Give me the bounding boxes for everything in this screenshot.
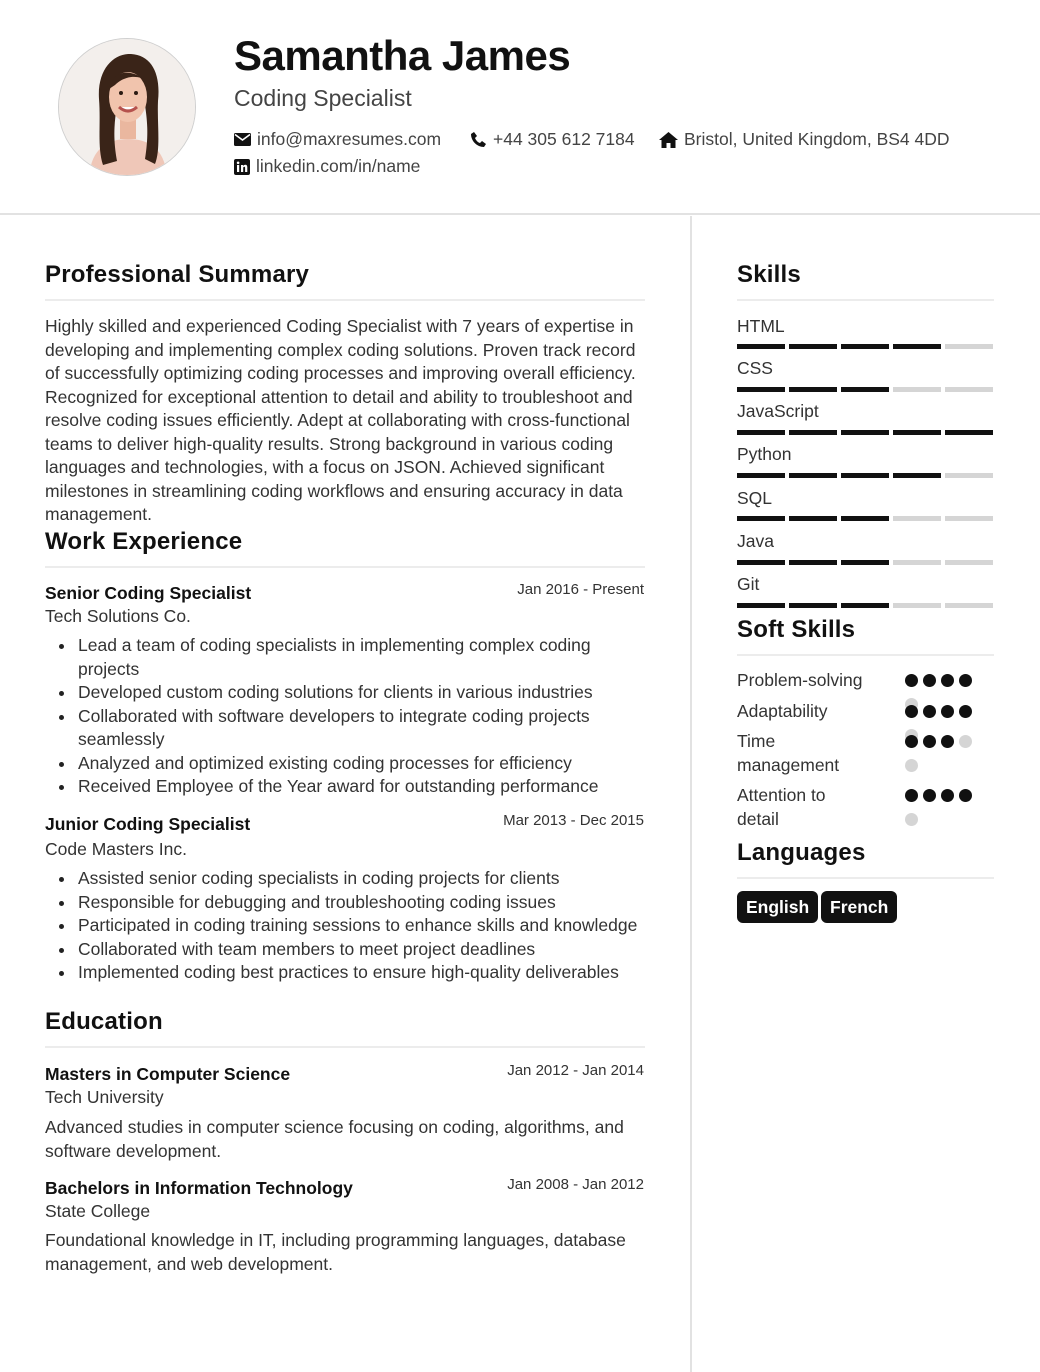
skill-name: HTML (737, 316, 785, 336)
experience-heading: Work Experience (45, 528, 243, 555)
level-dot-filled (959, 674, 972, 687)
list-item: Received Employee of the Year award for outstanding performance (45, 775, 645, 799)
soft-skills-rule (737, 654, 994, 656)
email-text: info@maxresumes.com (257, 129, 442, 149)
column-divider (690, 216, 692, 1372)
soft-skill-name: Attention to detail (737, 785, 826, 829)
skill-level-filled (841, 473, 889, 478)
linkedin-icon (234, 159, 250, 175)
contact-email[interactable] (234, 129, 441, 150)
skill-level-bar (737, 344, 994, 349)
candidate-name: Samantha James (234, 32, 571, 79)
soft-skill-name: Problem-solving (737, 670, 863, 690)
contact-phone[interactable] (470, 129, 635, 150)
level-dot-empty (905, 813, 918, 826)
skill-level-empty (893, 387, 941, 392)
skill-level-filled (737, 560, 785, 565)
level-dot-filled (905, 789, 918, 802)
contact-linkedin[interactable] (234, 156, 420, 177)
skill-level-bar (737, 387, 994, 392)
skill-name: Git (737, 574, 760, 594)
list-item: Collaborated with software developers to integrate coding projects seamlessly (45, 705, 645, 752)
skill-row (737, 531, 994, 565)
list-item: Responsible for debugging and troubleshooting coding issues (45, 891, 655, 915)
soft-skill-dots (905, 674, 985, 688)
job-2-company: Code Masters Inc. (45, 839, 187, 859)
degree-2-description: Foundational knowledge in IT, including programming languages, database management, and web development. (45, 1230, 626, 1274)
degree-2-school: State College (45, 1201, 151, 1221)
skill-level-empty (945, 473, 993, 478)
skill-level-filled (737, 516, 785, 521)
skill-name: CSS (737, 358, 773, 378)
skills-rule (737, 299, 994, 301)
soft-skills-heading: Soft Skills (737, 616, 856, 643)
skill-level-empty (945, 344, 993, 349)
level-dot-filled (959, 705, 972, 718)
summary-heading: Professional Summary (45, 261, 310, 288)
level-dot-filled (941, 705, 954, 718)
profile-photo-illustration (59, 39, 196, 176)
degree-1-dates: Jan 2012 - Jan 2014 (507, 1062, 644, 1079)
skill-level-filled (789, 473, 837, 478)
skill-level-bar (737, 603, 994, 608)
degree-2: Bachelors in Information Technology (45, 1178, 353, 1198)
language-badge: English (737, 891, 818, 923)
skill-name: JavaScript (737, 401, 819, 421)
skill-level-filled (945, 430, 993, 435)
list-item: Implemented coding best practices to ensure high-quality deliverables (45, 961, 655, 985)
job-2-dates: Mar 2013 - Dec 2015 (503, 812, 644, 829)
level-dot-filled (941, 789, 954, 802)
envelope-icon (234, 133, 251, 146)
summary-text: Highly skilled and experienced Coding Specialist with 7 years of expertise in developing and implementing complex coding solutions. Proven track record of successfully optimizing coding processes and improving overall efficiency. Recognized for exceptional attention to detail and ability to troubleshoot and resolve coding issues efficiently. Adept at collaborating with cross-functional teams to deliver high-quality results. Strong background in various coding languages and technologies, with a focus on JSON. Achieved significant milestones in streamlining coding workflows and ensuring accuracy in data management. (45, 316, 636, 524)
skill-level-filled (893, 473, 941, 478)
skill-level-bar (737, 560, 994, 565)
degree-1: Masters in Computer Science (45, 1064, 291, 1084)
level-dot-empty (905, 759, 918, 772)
profile-photo (58, 38, 196, 176)
skill-level-filled (789, 430, 837, 435)
skill-level-empty (945, 516, 993, 521)
skill-level-empty (893, 603, 941, 608)
skill-level-filled (893, 344, 941, 349)
skill-level-filled (841, 387, 889, 392)
skill-level-filled (893, 430, 941, 435)
language-badge: French (821, 891, 897, 923)
summary-rule (45, 299, 645, 301)
level-dot-filled (905, 735, 918, 748)
skill-row (737, 401, 994, 435)
skill-row (737, 358, 994, 392)
skill-level-filled (789, 387, 837, 392)
level-dot-filled (905, 674, 918, 687)
skill-level-empty (945, 603, 993, 608)
list-item: Developed custom coding solutions for clients in various industries (45, 681, 645, 705)
skill-level-filled (841, 603, 889, 608)
resume-header (0, 0, 1040, 215)
degree-1-description: Advanced studies in computer science focusing on coding, algorithms, and software development. (45, 1117, 624, 1161)
skill-level-filled (737, 430, 785, 435)
location-text: Bristol, United Kingdom, BS4 4DD (684, 129, 950, 149)
soft-skill-name: Time management (737, 731, 840, 775)
level-dot-filled (923, 789, 936, 802)
job-1-company: Tech Solutions Co. (45, 606, 191, 626)
languages-heading: Languages (737, 839, 866, 866)
level-dot-filled (959, 789, 972, 802)
skill-level-empty (893, 516, 941, 521)
degree-2-dates: Jan 2008 - Jan 2012 (507, 1176, 644, 1193)
phone-text: +44 305 612 7184 (493, 129, 635, 149)
soft-skill-dots (905, 789, 985, 803)
skill-level-bar (737, 516, 994, 521)
job-title: Coding Specialist (234, 85, 412, 111)
linkedin-text: linkedin.com/in/name (256, 156, 421, 176)
skill-level-filled (789, 603, 837, 608)
level-dot-filled (941, 674, 954, 687)
level-dot-filled (905, 705, 918, 718)
phone-icon (470, 131, 487, 148)
job-2-bullets (45, 867, 655, 985)
level-dot-filled (923, 735, 936, 748)
skill-level-filled (789, 560, 837, 565)
experience-rule (45, 566, 645, 568)
level-dot-empty (959, 735, 972, 748)
skill-level-bar (737, 473, 994, 478)
list-item: Assisted senior coding specialists in coding projects for clients (45, 867, 655, 891)
skill-row (737, 488, 994, 521)
education-rule (45, 1046, 645, 1048)
list-item: Participated in coding training sessions to enhance skills and knowledge (45, 914, 655, 938)
skill-row (737, 444, 994, 478)
home-icon (659, 132, 678, 148)
skill-row (737, 574, 994, 608)
skill-level-filled (737, 473, 785, 478)
degree-1-school: Tech University (45, 1087, 164, 1107)
skill-level-filled (841, 560, 889, 565)
list-item: Collaborated with team members to meet project deadlines (45, 938, 655, 962)
skill-level-filled (737, 344, 785, 349)
soft-skill-dots (905, 735, 985, 749)
list-item: Analyzed and optimized existing coding processes for efficiency (45, 752, 645, 776)
skill-level-empty (893, 560, 941, 565)
skill-level-empty (945, 387, 993, 392)
skill-level-filled (841, 516, 889, 521)
skill-level-bar (737, 430, 994, 435)
skill-level-filled (841, 430, 889, 435)
level-dot-filled (923, 674, 936, 687)
job-1-dates: Jan 2016 - Present (517, 581, 644, 598)
languages-rule (737, 877, 994, 879)
education-heading: Education (45, 1008, 163, 1035)
skill-name: SQL (737, 488, 773, 508)
job-2-title: Junior Coding Specialist (45, 814, 251, 834)
skill-level-filled (737, 603, 785, 608)
soft-skill-dots (905, 705, 985, 719)
skill-level-filled (789, 516, 837, 521)
contact-location (659, 129, 950, 150)
skills-heading: Skills (737, 261, 801, 288)
job-1-title: Senior Coding Specialist (45, 583, 252, 603)
soft-skill-name: Adaptability (737, 701, 828, 721)
skill-name: Python (737, 444, 792, 464)
skill-level-filled (841, 344, 889, 349)
job-1-bullets (45, 634, 645, 799)
skill-level-filled (789, 344, 837, 349)
level-dot-filled (941, 735, 954, 748)
skill-row (737, 316, 994, 349)
level-dot-filled (923, 705, 936, 718)
skill-name: Java (737, 531, 774, 551)
skill-level-filled (737, 387, 785, 392)
skill-level-empty (945, 560, 993, 565)
list-item: Lead a team of coding specialists in implementing complex coding projects (45, 634, 645, 681)
